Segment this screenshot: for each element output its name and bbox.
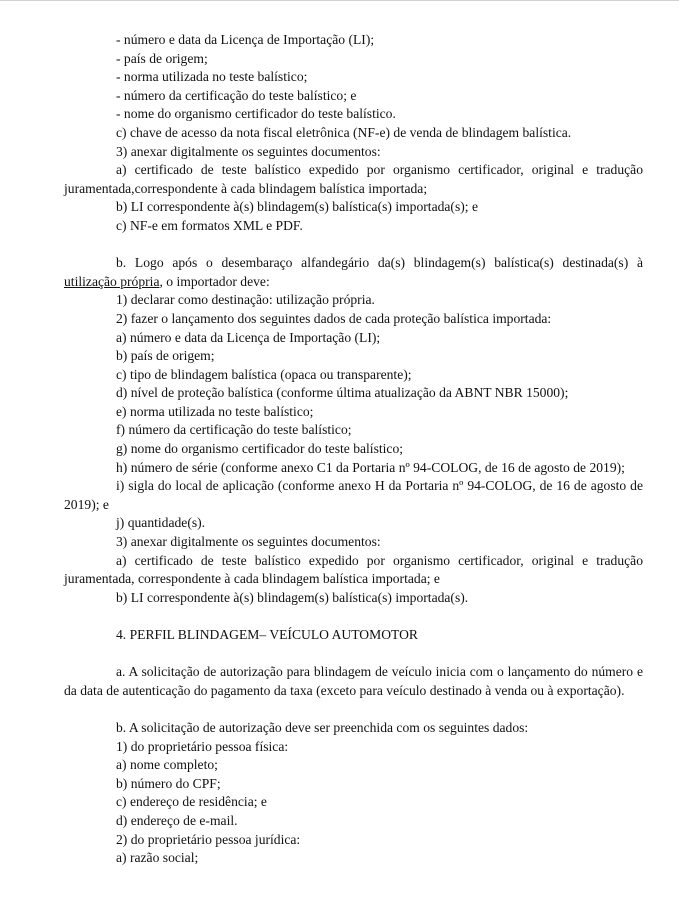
list-item: b) LI correspondente à(s) blindagem(s) balística(s) importada(s). (116, 589, 469, 605)
spacer (64, 236, 643, 255)
list-item: g) nome do organismo certificador do teste balístico; (116, 441, 404, 457)
list-item: b) número do CPF; (116, 775, 221, 791)
list-item: j) quantidade(s). (116, 515, 206, 531)
list-item: b. A solicitação de autorização deve ser preenchida com os seguintes dados: (116, 719, 529, 735)
paragraph: a. A solicitação de autorização para blindagem de veículo inicia com o lançamento do número e da data de autenticação do pagamento da taxa (exceto para veículo destinado à venda ou à exportação). (64, 664, 643, 698)
spacer (64, 700, 643, 719)
list-item: 2) do proprietário pessoa jurídica: (116, 831, 301, 847)
top-border (0, 0, 679, 1)
paragraph: a) certificado de teste balístico expedido por organismo certificador, original e tradução juramentada, correspondente à cada blindagem balística importada; e (64, 552, 643, 587)
paragraph: i) sigla do local de aplicação (conforme anexo H da Portaria nº 94-COLOG, de 16 de agosto de 2019); e (64, 478, 643, 512)
list-item: c) NF-e em formatos XML e PDF. (116, 217, 303, 233)
spacer (64, 645, 643, 664)
list-item: b) LI correspondente à(s) blindagem(s) balística(s) importada(s); e (116, 199, 478, 215)
list-item: a) número e data da Licença de Importação (LI); (116, 329, 381, 345)
paragraph (64, 254, 643, 291)
list-item: - número e data da Licença de Importação (LI); (116, 32, 375, 47)
list-item: c) tipo de blindagem balística (opaca ou transparente); (116, 366, 412, 382)
list-item: d) nível de proteção balística (conforme última atualização da ABNT NBR 15000); (116, 385, 569, 401)
list-item: e) norma utilizada no teste balístico; (116, 403, 314, 419)
paragraph: h) número de série (conforme anexo C1 da Portaria nº 94-COLOG, de 16 de agosto de 2019); (116, 459, 625, 475)
list-item: - número da certificação do teste balístico; e (116, 87, 357, 103)
list-item: 1) do proprietário pessoa física: (116, 738, 289, 754)
list-item: a) razão social; (116, 850, 199, 866)
spacer (64, 607, 643, 626)
list-item: - país de origem; (116, 50, 208, 66)
list-item: - norma utilizada no teste balístico; (116, 69, 308, 85)
list-item: a) nome completo; (116, 757, 218, 773)
list-item: b) país de origem; (116, 348, 215, 364)
document-page (64, 31, 643, 868)
list-item: 1) declarar como destinação: utilização própria. (116, 292, 375, 308)
list-item: 3) anexar digitalmente os seguintes documentos: (116, 143, 381, 159)
text-run: , o importador deve: (159, 273, 270, 289)
list-item: c) endereço de residência; e (116, 794, 267, 810)
list-item: - nome do organismo certificador do teste balístico. (116, 106, 396, 122)
section-heading: 4. PERFIL BLINDAGEM– VEÍCULO AUTOMOTOR (116, 627, 418, 642)
list-item: 3) anexar digitalmente os seguintes documentos: (116, 534, 381, 550)
list-item: d) endereço de e-mail. (116, 812, 238, 828)
list-item: c) chave de acesso da nota fiscal eletrônica (NF-e) de venda de blindagem balística. (116, 124, 572, 140)
underlined-text: utilização própria (64, 273, 160, 289)
list-item: 2) fazer o lançamento dos seguintes dados de cada proteção balística importada: (116, 310, 552, 326)
paragraph: a) certificado de teste balístico expedido por organismo certificador, original e tradução juramentada,correspondente à cada blindagem balística importada; (64, 162, 643, 196)
list-item: f) número da certificação do teste balístico; (116, 422, 352, 438)
text-run: b. Logo após o desembaraço alfandegário da(s) blindagem(s) balística(s) destinada(s) à (116, 255, 643, 271)
